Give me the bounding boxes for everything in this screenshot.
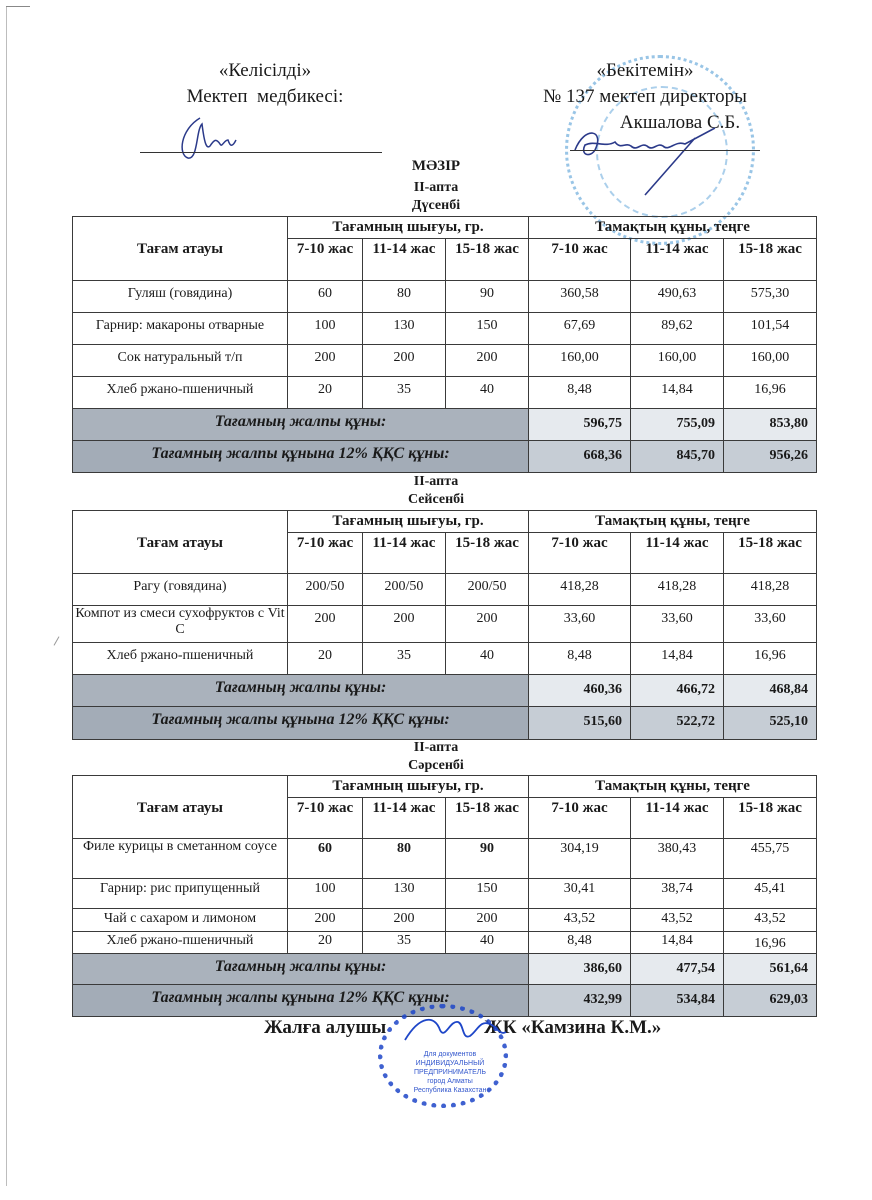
total-label: Тағамның жалпы құны: xyxy=(73,409,529,441)
signature-left-icon xyxy=(170,110,260,162)
total-row xyxy=(73,675,817,707)
vat-value: 629,03 xyxy=(724,985,817,1017)
dish-name: Филе курицы в сметанном соусе xyxy=(73,839,288,879)
cost-cell: 30,41 xyxy=(529,879,631,909)
week-label: ІІ-апта xyxy=(413,180,459,195)
col-header-cost: Тамақтың құны, теңге xyxy=(529,217,817,239)
yield-cell: 35 xyxy=(363,643,446,675)
week-label: ІІ-апта xyxy=(413,474,459,489)
dish-name: Хлеб ржано-пшеничный xyxy=(73,932,288,954)
col-yield-age: 15-18 жас xyxy=(446,798,529,839)
yield-cell: 80 xyxy=(363,281,446,313)
col-yield-age: 7-10 жас xyxy=(288,798,363,839)
dish-name: Хлеб ржано-пшеничный xyxy=(73,643,288,675)
cost-cell: 45,41 xyxy=(724,879,817,909)
yield-cell: 200 xyxy=(446,345,529,377)
cost-cell: 380,43 xyxy=(631,839,724,879)
cost-cell: 160,00 xyxy=(724,345,817,377)
table-row xyxy=(73,606,817,643)
footer-signature-block xyxy=(264,1017,662,1039)
yield-cell: 90 xyxy=(446,281,529,313)
signature-bottom-icon xyxy=(400,1010,510,1050)
signature-line-right xyxy=(570,150,760,151)
col-yield-age: 11-14 жас xyxy=(363,798,446,839)
vat-label: Тағамның жалпы құнына 12% ҚҚС құны: xyxy=(73,707,529,740)
yield-cell: 150 xyxy=(446,879,529,909)
yield-cell: 60 xyxy=(288,281,363,313)
yield-cell: 130 xyxy=(363,313,446,345)
col-header-yield: Тағамның шығуы, гр. xyxy=(288,776,529,798)
day-label: Сәрсенбі xyxy=(408,758,464,773)
day-label: Сейсенбі xyxy=(407,492,465,507)
col-cost-age: 11-14 жас xyxy=(631,798,724,839)
dish-name: Гарнир: рис припущенный xyxy=(73,879,288,909)
cost-cell: 14,84 xyxy=(631,377,724,409)
yield-cell: 35 xyxy=(363,932,446,954)
vat-row xyxy=(73,707,817,740)
vat-value: 956,26 xyxy=(724,441,817,473)
col-cost-age: 15-18 жас xyxy=(724,798,817,839)
yield-cell: 90 xyxy=(446,839,529,879)
yield-cell: 80 xyxy=(363,839,446,879)
col-cost-age: 7-10 жас xyxy=(529,533,631,574)
yield-cell: 200 xyxy=(363,909,446,932)
yield-cell: 200 xyxy=(288,606,363,643)
yield-cell: 100 xyxy=(288,313,363,345)
yield-cell: 60 xyxy=(288,839,363,879)
col-yield-age: 15-18 жас xyxy=(446,533,529,574)
menu-table-tuesday xyxy=(72,510,817,740)
cost-cell: 38,74 xyxy=(631,879,724,909)
stamp-line: ИНДИВИДУАЛЬНЫЙ ПРЕДПРИНИМАТЕЛЬ xyxy=(413,1060,486,1076)
cost-cell: 418,28 xyxy=(529,574,631,606)
col-cost-age: 11-14 жас xyxy=(631,239,724,281)
total-value: 755,09 xyxy=(631,409,724,441)
dish-name: Гарнир: макароны отварные xyxy=(73,313,288,345)
cost-cell: 160,00 xyxy=(631,345,724,377)
dish-name: Рагу (говядина) xyxy=(73,574,288,606)
vat-value: 522,72 xyxy=(631,707,724,740)
cost-cell: 160,00 xyxy=(529,345,631,377)
director-name: Акшалова С.Б. xyxy=(619,112,741,133)
cost-cell: 8,48 xyxy=(529,932,631,954)
yield-cell: 20 xyxy=(288,932,363,954)
cost-cell: 33,60 xyxy=(631,606,724,643)
cost-cell: 418,28 xyxy=(631,574,724,606)
stamp-line: город Алматы xyxy=(427,1078,473,1085)
total-value: 561,64 xyxy=(724,954,817,985)
col-yield-age: 11-14 жас xyxy=(363,533,446,574)
yield-cell: 100 xyxy=(288,879,363,909)
col-header-cost: Тамақтың құны, теңге xyxy=(529,776,817,798)
menu-table-wednesday xyxy=(72,775,817,1017)
col-header-name: Тағам атауы xyxy=(73,511,288,574)
dish-name: Компот из смеси сухофруктов с Vit C xyxy=(73,606,288,643)
col-cost-age: 7-10 жас xyxy=(529,798,631,839)
approval-block-left xyxy=(140,58,390,110)
yield-cell: 200 xyxy=(446,606,529,643)
day-label: Дүсенбі xyxy=(411,198,461,213)
total-value: 468,84 xyxy=(724,675,817,707)
vat-value: 515,60 xyxy=(529,707,631,740)
cost-cell: 16,96 xyxy=(724,643,817,675)
vat-label: Тағамның жалпы құнына 12% ҚҚС құны: xyxy=(73,985,529,1017)
col-cost-age: 15-18 жас xyxy=(724,239,817,281)
total-value: 477,54 xyxy=(631,954,724,985)
signature-line-left xyxy=(140,152,382,153)
dish-name: Гуляш (говядина) xyxy=(73,281,288,313)
total-value: 596,75 xyxy=(529,409,631,441)
yield-cell: 20 xyxy=(288,377,363,409)
table-row xyxy=(73,377,817,409)
yield-cell: 130 xyxy=(363,879,446,909)
yield-cell: 40 xyxy=(446,643,529,675)
total-label: Тағамның жалпы құны: xyxy=(73,675,529,707)
total-value: 466,72 xyxy=(631,675,724,707)
cost-cell: 8,48 xyxy=(529,643,631,675)
supplier-stamp-text xyxy=(410,1050,490,1095)
vat-value: 845,70 xyxy=(631,441,724,473)
cost-cell: 14,84 xyxy=(631,932,724,954)
table-row xyxy=(73,313,817,345)
yield-cell: 35 xyxy=(363,377,446,409)
menu-title: МӘЗІР xyxy=(411,158,461,174)
yield-cell: 200 xyxy=(363,606,446,643)
col-header-name: Тағам атауы xyxy=(73,217,288,281)
cost-cell: 575,30 xyxy=(724,281,817,313)
dish-name: Хлеб ржано-пшеничный xyxy=(73,377,288,409)
dish-name: Чай с сахаром и лимоном xyxy=(73,909,288,932)
yield-cell: 200 xyxy=(363,345,446,377)
yield-cell: 200/50 xyxy=(288,574,363,606)
cost-cell: 67,69 xyxy=(529,313,631,345)
cost-cell: 43,52 xyxy=(724,909,817,932)
total-row xyxy=(73,409,817,441)
supplier-name: ЖК «Камзина К.М.» xyxy=(484,1017,662,1038)
cost-cell: 8,48 xyxy=(529,377,631,409)
col-yield-age: 15-18 жас xyxy=(446,239,529,281)
col-cost-age: 11-14 жас xyxy=(631,533,724,574)
approval-left-role: Мектеп медбикесі: xyxy=(186,86,344,107)
approval-right-title: «Бекітемін» xyxy=(596,60,694,81)
yield-cell: 150 xyxy=(446,313,529,345)
stamp-line: Республика Казахстан xyxy=(413,1087,487,1094)
cost-cell: 89,62 xyxy=(631,313,724,345)
cost-cell: 418,28 xyxy=(724,574,817,606)
tenant-label: Жалға алушы xyxy=(264,1017,387,1038)
total-row xyxy=(73,954,817,985)
yield-cell: 200/50 xyxy=(446,574,529,606)
cost-cell: 43,52 xyxy=(529,909,631,932)
yield-cell: 200/50 xyxy=(363,574,446,606)
cost-cell: 304,19 xyxy=(529,839,631,879)
scan-mark xyxy=(54,636,60,645)
col-header-yield: Тағамның шығуы, гр. xyxy=(288,217,529,239)
approval-right-role: № 137 мектеп директоры xyxy=(543,86,747,107)
cost-cell: 43,52 xyxy=(631,909,724,932)
vat-row xyxy=(73,441,817,473)
vat-value: 668,36 xyxy=(529,441,631,473)
yield-cell: 40 xyxy=(446,377,529,409)
total-label: Тағамның жалпы құны: xyxy=(73,954,529,985)
cost-cell: 14,84 xyxy=(631,643,724,675)
vat-value: 525,10 xyxy=(724,707,817,740)
table-row xyxy=(73,345,817,377)
cost-cell: 33,60 xyxy=(529,606,631,643)
yield-cell: 200 xyxy=(288,909,363,932)
vat-value: 534,84 xyxy=(631,985,724,1017)
col-header-cost: Тамақтың құны, теңге xyxy=(529,511,817,533)
table-row xyxy=(73,909,817,932)
total-value: 460,36 xyxy=(529,675,631,707)
vat-value: 432,99 xyxy=(529,985,631,1017)
table-row xyxy=(73,932,817,954)
table-row xyxy=(73,574,817,606)
col-header-yield: Тағамның шығуы, гр. xyxy=(288,511,529,533)
col-cost-age: 7-10 жас xyxy=(529,239,631,281)
dish-name: Сок натуральный т/п xyxy=(73,345,288,377)
cost-cell: 101,54 xyxy=(724,313,817,345)
vat-label: Тағамның жалпы құнына 12% ҚҚС құны: xyxy=(73,441,529,473)
col-header-name: Тағам атауы xyxy=(73,776,288,839)
yield-cell: 200 xyxy=(446,909,529,932)
col-cost-age: 15-18 жас xyxy=(724,533,817,574)
yield-cell: 20 xyxy=(288,643,363,675)
stamp-line: Для документов xyxy=(423,1051,477,1058)
cost-cell: 16,96 xyxy=(724,932,817,954)
week-label: ІІ-апта xyxy=(413,740,459,755)
total-value: 386,60 xyxy=(529,954,631,985)
table-row xyxy=(73,839,817,879)
menu-table-monday xyxy=(72,216,817,473)
cost-cell: 455,75 xyxy=(724,839,817,879)
table-row xyxy=(73,281,817,313)
col-yield-age: 7-10 жас xyxy=(288,533,363,574)
scan-corner-mark xyxy=(6,6,30,7)
table-row xyxy=(73,879,817,909)
col-yield-age: 11-14 жас xyxy=(363,239,446,281)
cost-cell: 16,96 xyxy=(724,377,817,409)
approval-left-title: «Келісілді» xyxy=(218,60,312,81)
table-row xyxy=(73,643,817,675)
cost-cell: 360,58 xyxy=(529,281,631,313)
cost-cell: 33,60 xyxy=(724,606,817,643)
total-value: 853,80 xyxy=(724,409,817,441)
yield-cell: 200 xyxy=(288,345,363,377)
col-yield-age: 7-10 жас xyxy=(288,239,363,281)
cost-cell: 490,63 xyxy=(631,281,724,313)
yield-cell: 40 xyxy=(446,932,529,954)
